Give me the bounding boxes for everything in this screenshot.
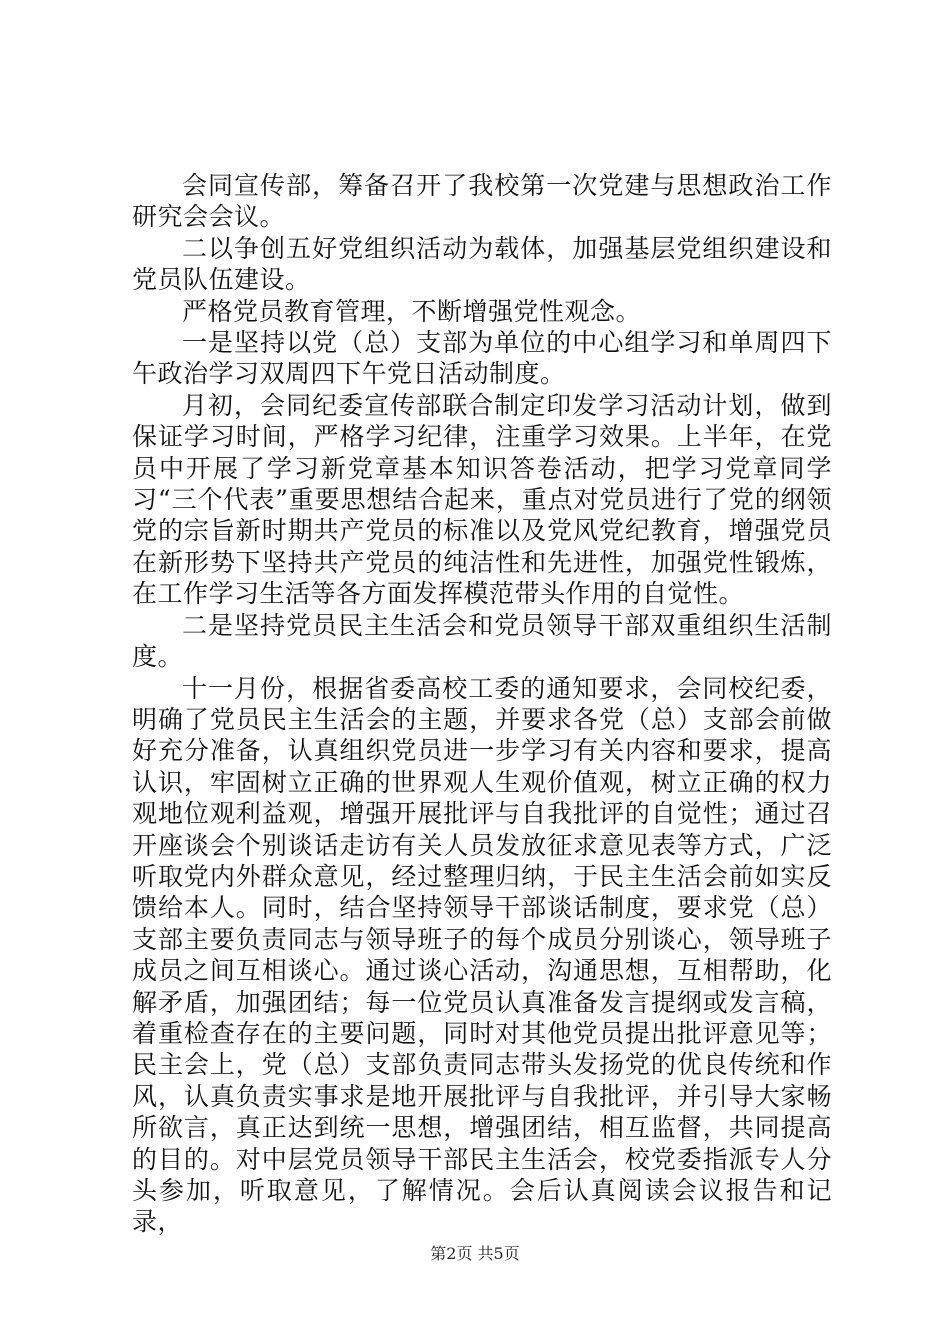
paragraph: 月初，会同纪委宣传部联合制定印发学习活动计划，做到保证学习时间，严格学习纪律，注重学习效果。上半年，在党员中开展了学习新党章基本知识答卷活动，把学习党章同学习“三个代表”重要思想结合起来，重点对党员进行了党的纲领党的宗旨新时期共产党员的标准以及党风党纪教育，增强党员在新形势下坚持共产党员的纯洁性和先进性，加强党性锻炼，在工作学习生活等各方面发挥模范带头作用的自觉性。 <box>132 390 832 609</box>
paragraph: 一是坚持以党（总）支部为单位的中心组学习和单周四下午政治学习双周四下午党日活动制度。 <box>132 328 832 389</box>
paragraph: 二是坚持党员民主生活会和党员领导干部双重组织生活制度。 <box>132 610 832 672</box>
document-body <box>132 170 832 1238</box>
paragraph: 严格党员教育管理，不断增强党性观念。 <box>182 296 642 326</box>
paragraph: 会同宣传部，筹备召开了我校第一次党建与思想政治工作研究会会议。 <box>132 171 832 232</box>
page-number-footer: 第2页 共5页 <box>430 1244 520 1263</box>
paragraph: 二以争创五好党组织活动为载体，加强基层党组织建设和党员队伍建设。 <box>132 233 832 295</box>
paragraph: 十一月份，根据省委高校工委的通知要求，会同校纪委，明确了党员民主生活会的主题，并要求各党（总）支部会前做好充分准备，认真组织党员进一步学习有关内容和要求，提高认识，牢固树立正确的世界观人生观价值观，树立正确的权力观地位观利益观，增强开展批评与自我批评的自觉性；通过召开座谈会个别谈话走访有关人员发放征求意见表等方式，广泛听取党内外群众意见，经过整理归纳，于民主生活会前如实反馈给本人。同时，结合坚持领导干部谈话制度，要求党（总）支部主要负责同志与领导班子的每个成员分别谈心，领导班子成员之间互相谈心。通过谈心活动，沟通思想，互相帮助，化解矛盾，加强团结；每一位党员认真准备发言提纲或发言稿，着重检查存在的主要问题，同时对其他党员提出批评意见等；民主会上，党（总）支部负责同志带头发扬党的优良传统和作风，认真负责实事求是地开展批评与自我批评，并引导大家畅所欲言，真正达到统一思想，增强团结，相互监督，共同提高的目的。对中层党员领导干部民主生活会，校党委指派专人分头参加，听取意见，了解情况。会后认真阅读会议报告和记录， <box>132 673 832 1237</box>
